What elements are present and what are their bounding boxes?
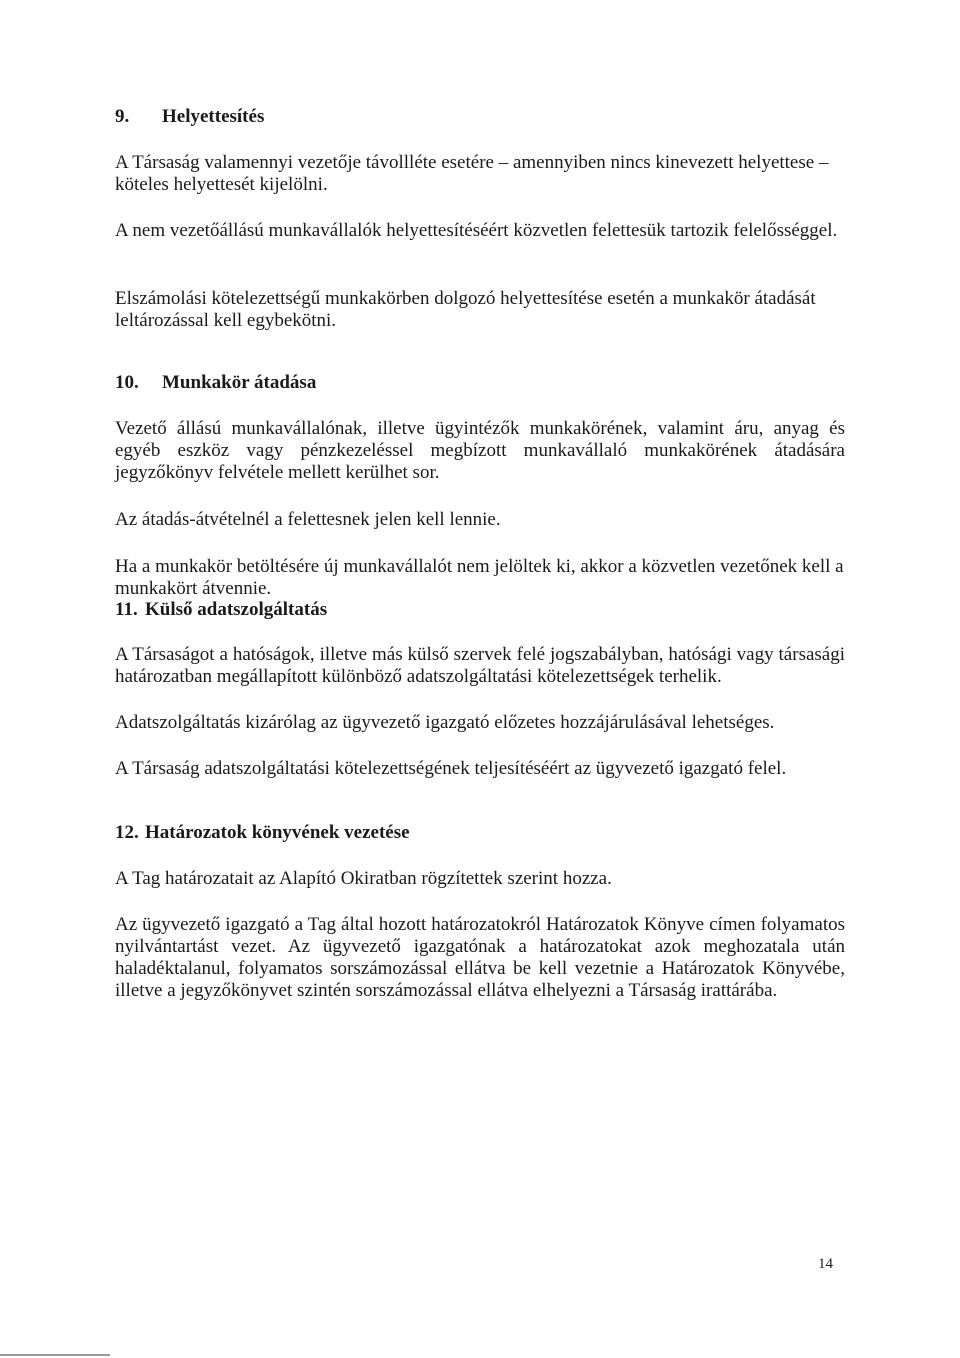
section-11-paragraph-2: Adatszolgáltatás kizárólag az ügyvezető igazgató előzetes hozzájárulásával lehetséges. bbox=[115, 712, 775, 733]
section-9-paragraph-1: A Társaság valamennyi vezetője távollléte esetére – amennyiben nincs kinevezett helyettese – köteles helyettesét kijelölni. bbox=[115, 152, 829, 195]
section-10-number: 10. bbox=[115, 372, 139, 393]
section-9-title: Helyettesítés bbox=[162, 106, 265, 127]
section-11-paragraph-3: A Társaság adatszolgáltatási kötelezettségének teljesítéséért az ügyvezető igazgató felel. bbox=[115, 758, 787, 779]
section-9-paragraph-3: Elszámolási kötelezettségű munkakörben dolgozó helyettesítése esetén a munkakör átadását leltározással kell egybekötni. bbox=[115, 288, 816, 331]
section-9-heading bbox=[115, 106, 264, 128]
section-9-number: 9. bbox=[115, 106, 130, 127]
section-9-paragraph-2: A nem vezetőállású munkavállalók helyettesítéséért közvetlen felettesük tartozik felelősséggel. bbox=[115, 220, 838, 241]
section-12-paragraph-1: A Tag határozatait az Alapító Okiratban rögzítettek szerint hozza. bbox=[115, 868, 612, 889]
section-10-paragraph-2: Az átadás-átvételnél a felettesnek jelen kell lennie. bbox=[115, 509, 501, 530]
section-11-number: 11. bbox=[115, 599, 138, 620]
section-10-paragraph-3: Ha a munkakör betöltésére új munkavállalót nem jelöltek ki, akkor a közvetlen vezetőnek kell a munkakört átvennie. bbox=[115, 556, 844, 599]
section-12-paragraph-2: Az ügyvezető igazgató a Tag által hozott határozatokról Határozatok Könyve címen folyamatos nyilvántartást vezet. Az ügyvezető igazgatónak a határozatokat azok meghozatala után haladéktalanul, folyamatos sorszámozással ellátva be kell vezetnie a Határozatok Könyvébe, illetve a jegyzőkönyvet szintén sorszámozással ellátva elhelyezni a Társaság irattárába. bbox=[115, 914, 845, 1001]
section-10-title: Munkakör átadása bbox=[162, 372, 317, 393]
section-11-heading bbox=[115, 599, 327, 621]
scan-edge-line bbox=[0, 1354, 110, 1356]
section-10-paragraph-1: Vezető állású munkavállalónak, illetve ügyintézők munkakörének, valamint áru, anyag és egyéb eszköz vagy pénzkezeléssel megbízott munkavállaló munkakörének átadására jegyzőkönyv felvétele mellett kerülhet sor. bbox=[115, 418, 845, 483]
section-12-number: 12. bbox=[115, 822, 139, 843]
section-10-heading bbox=[115, 372, 316, 394]
section-11-paragraph-1: A Társaságot a hatóságok, illetve más külső szervek felé jogszabályban, hatósági vagy társasági határozatban megállapított különböző adatszolgáltatási kötelezettségek terhelik. bbox=[115, 644, 845, 687]
section-11-title: Külső adatszolgáltatás bbox=[145, 599, 328, 620]
page-number: 14 bbox=[818, 1256, 833, 1272]
section-12-heading bbox=[115, 822, 410, 844]
section-12-title: Határozatok könyvének vezetése bbox=[145, 822, 410, 843]
